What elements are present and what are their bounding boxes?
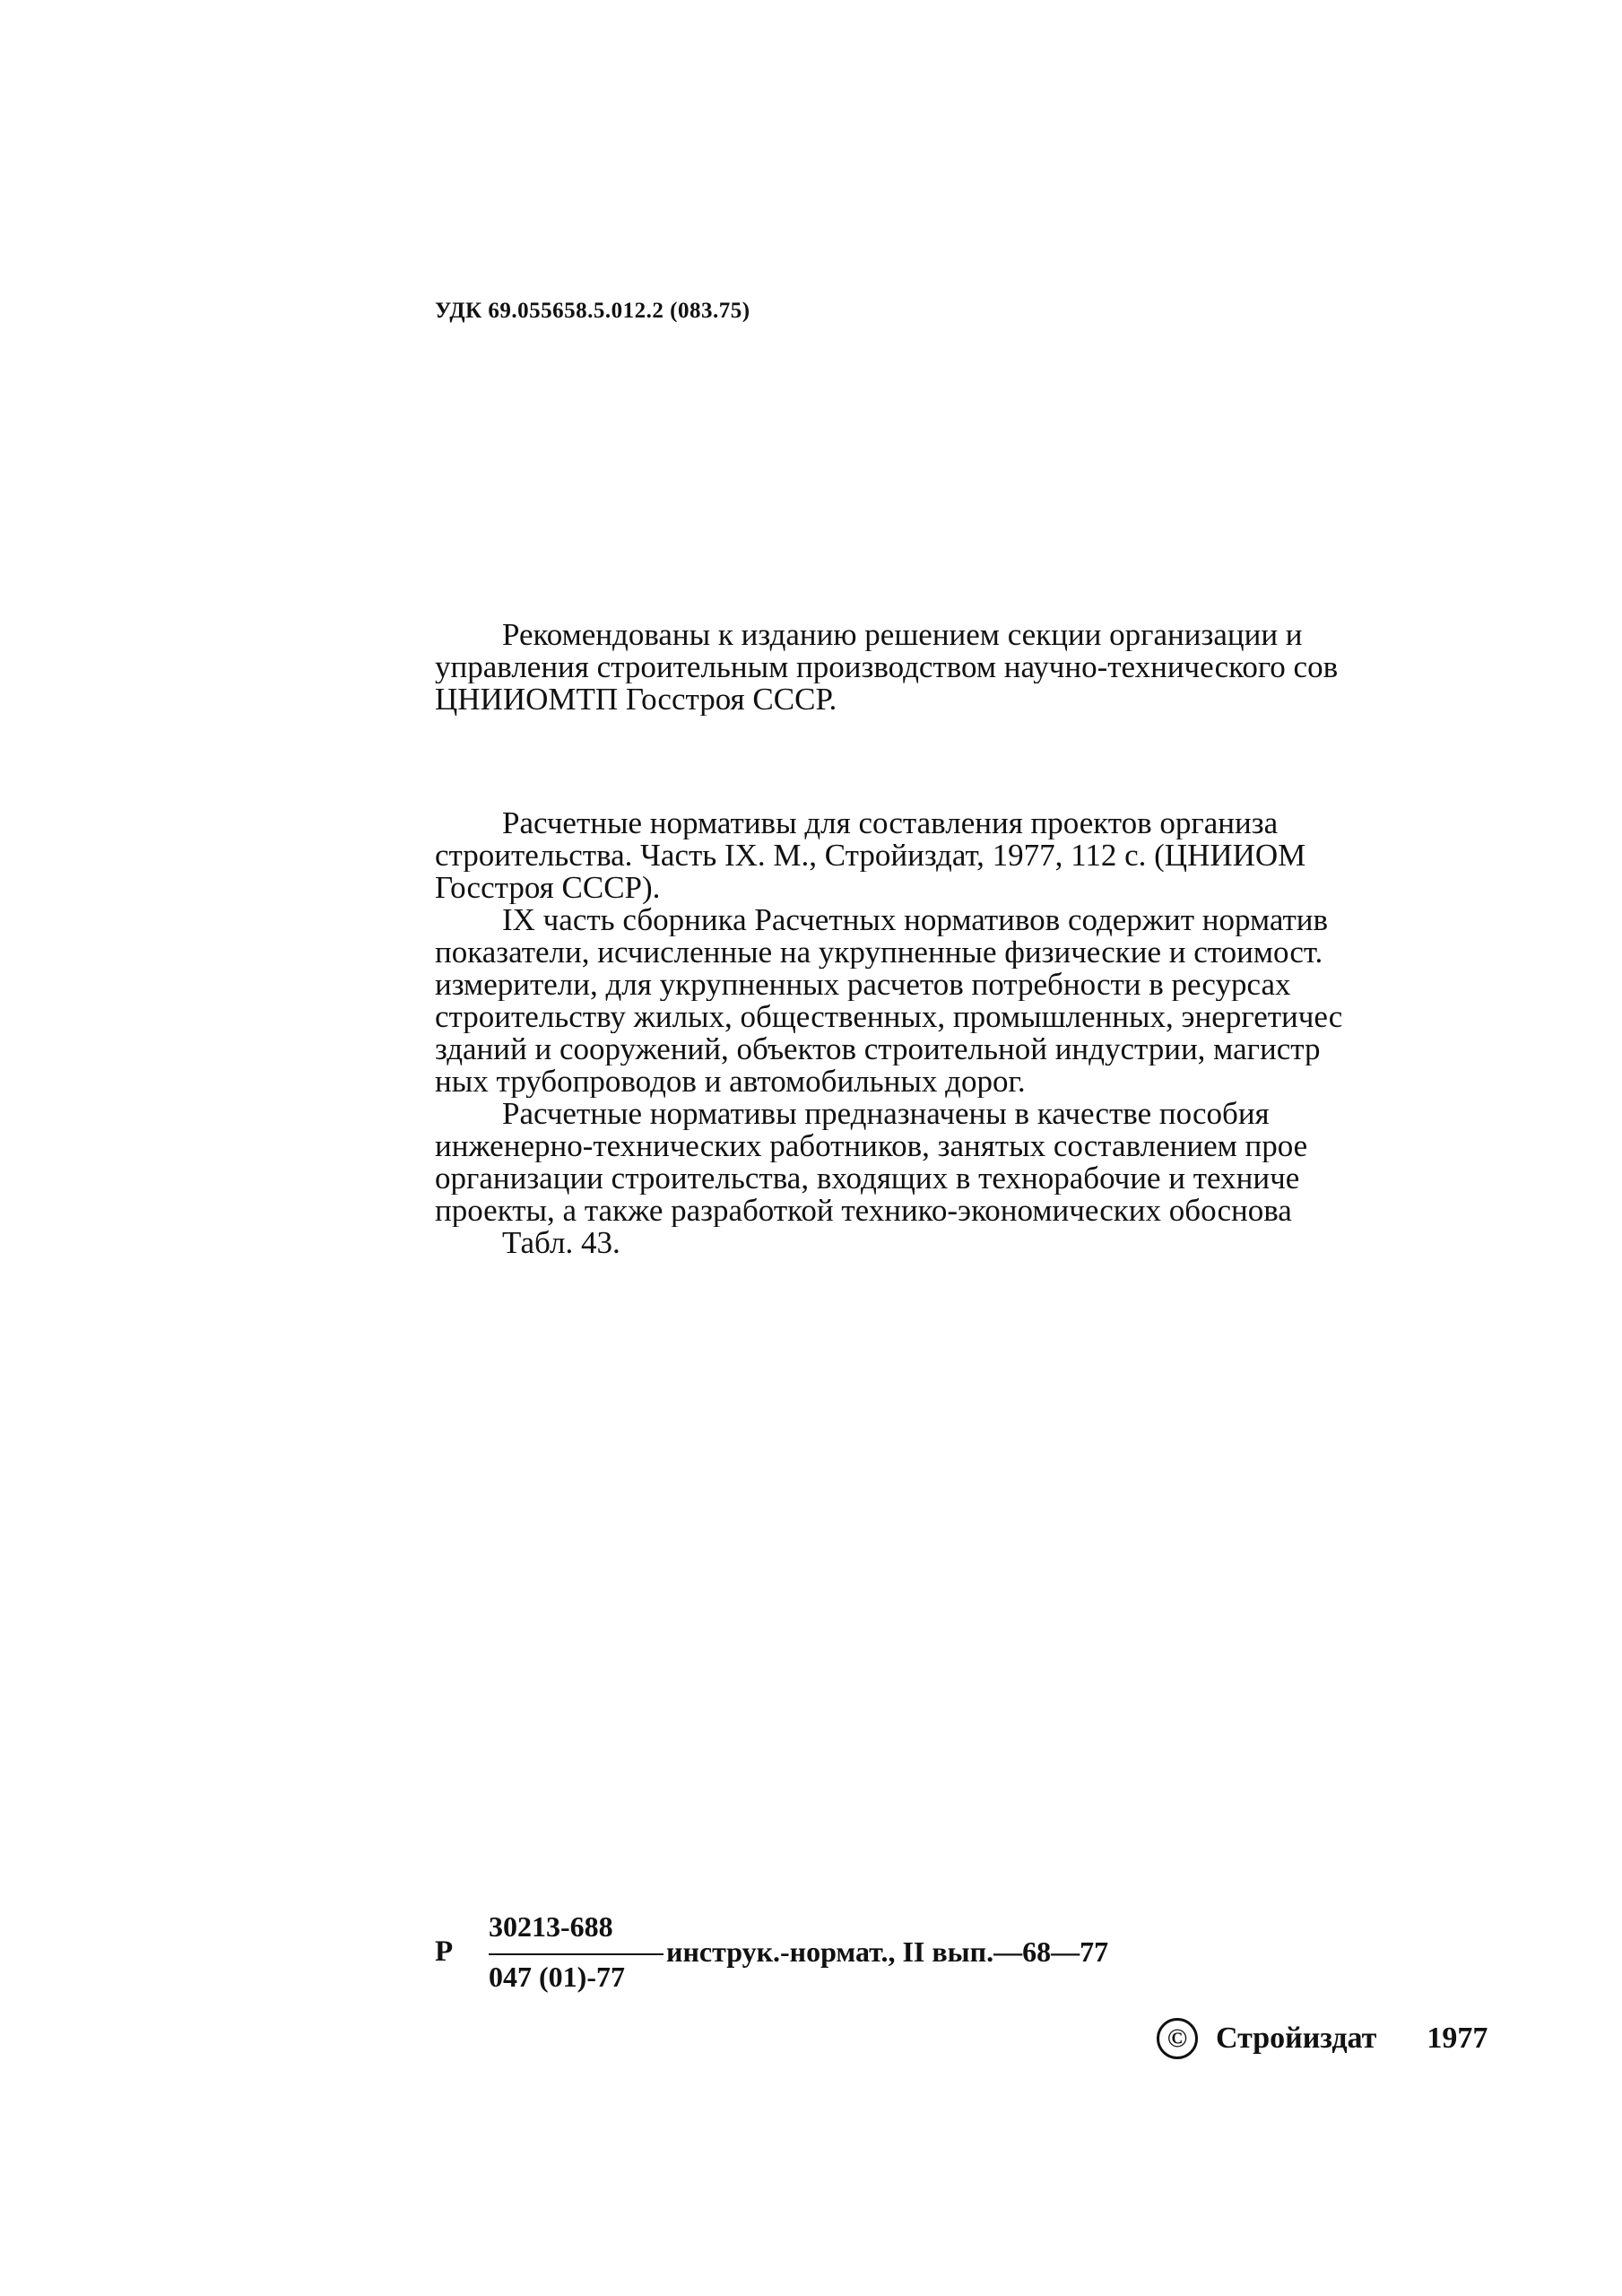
biblio-line: Расчетные нормативы для составления проектов организа — [502, 807, 1279, 839]
publisher-name: Стройиздат — [1216, 2022, 1377, 2055]
recommendation-paragraph — [435, 619, 1484, 716]
purpose-line: инженерно-технических работников, занятых составлением прое — [435, 1130, 1308, 1162]
index-numerator: 30213-688 — [489, 1910, 613, 1943]
udk-code: УДК 69.055658.5.012.2 (083.75) — [435, 299, 750, 323]
recommendation-line: ЦНИИОМТП Госстроя СССР. — [435, 683, 837, 716]
index-letter: Р — [435, 1935, 454, 1968]
abstract-line: показатели, исчисленные на укрупненные физические и стоимост. — [435, 936, 1323, 969]
series-info: инструк.-нормат., II вып.—68—77 — [666, 1935, 1109, 1968]
purpose-line: проекты, а также разработкой технико-экономических обоснова — [435, 1195, 1292, 1227]
bibliographic-description — [435, 807, 1484, 1259]
recommendation-line: Рекомендованы к изданию решением секции организации и — [502, 619, 1303, 651]
copyright-line — [1157, 2018, 1488, 2059]
abstract-line: ных трубопроводов и автомобильных дорог. — [435, 1065, 1026, 1098]
tables-count: Табл. 43. — [502, 1227, 620, 1259]
abstract-line: IX часть сборника Расчетных нормативов содержит норматив — [502, 904, 1329, 936]
copyright-year: 1977 — [1427, 2022, 1488, 2055]
biblio-line: Госстроя СССР). — [435, 872, 661, 904]
index-denominator: 047 (01)-77 — [489, 1961, 625, 1993]
purpose-line: организации строительства, входящих в технорабочие и техниче — [435, 1162, 1300, 1195]
publication-index — [435, 1910, 1206, 2009]
purpose-line: Расчетные нормативы предназначены в качестве пособия — [502, 1098, 1270, 1130]
recommendation-line: управления строительным производством научно-технического сов — [435, 651, 1339, 683]
fraction-rule — [489, 1953, 664, 1955]
abstract-line: строительству жилых, общественных, промышленных, энергетичес — [435, 1001, 1343, 1033]
copyright-icon: © — [1157, 2018, 1198, 2059]
abstract-line: зданий и сооружений, объектов строительной индустрии, магистр — [435, 1033, 1321, 1065]
abstract-line: измерители, для укрупненных расчетов потребности в ресурсах — [435, 969, 1291, 1001]
biblio-line: строительства. Часть IX. М., Стройиздат, 1977, 112 с. (ЦНИИОМ — [435, 839, 1306, 872]
